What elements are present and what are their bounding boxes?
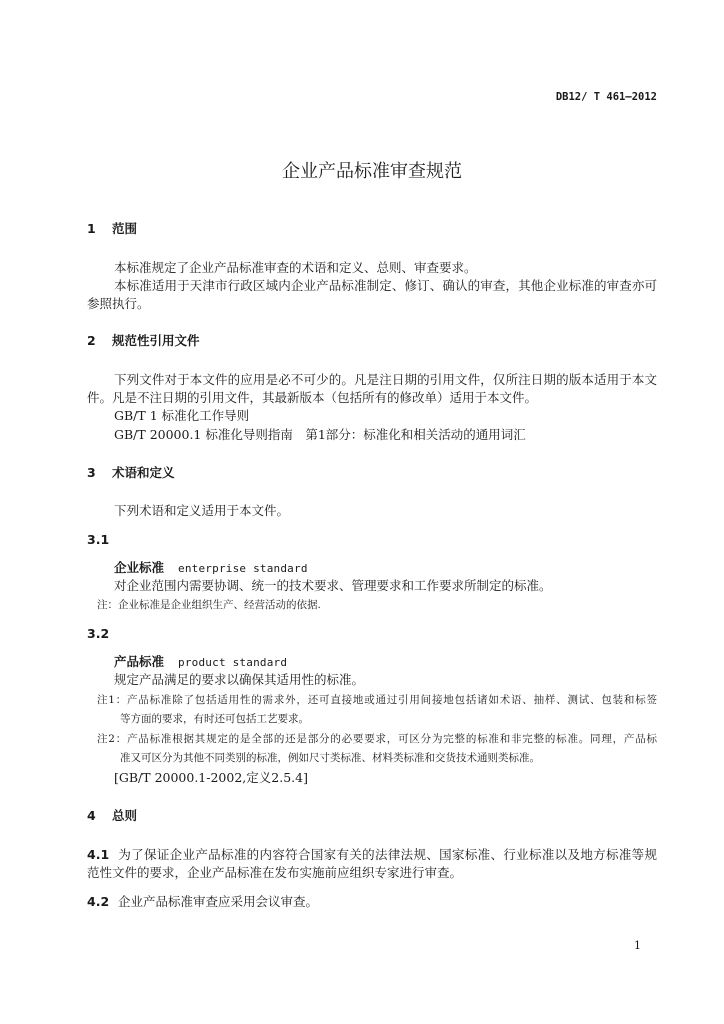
section-number: 3 [87,465,96,480]
paragraph-line: 下列文件对于本文件的应用是必不可少的。凡是注日期的引用文件，仅所注日期的版本适用于本文 [114,372,657,387]
section-title: 规范性引用文件 [112,333,200,348]
term-entry [114,560,308,577]
section-4-heading [87,808,137,824]
paragraph: 本标准规定了企业产品标准审查的术语和定义、总则、审查要求。 [114,260,477,275]
section-title: 总则 [112,808,138,823]
term-english: enterprise standard [178,562,308,575]
term-source: [GB/T 20000.1-2002,定义2.5.4] [114,770,308,785]
document-title: 企业产品标准审查规范 [282,161,462,182]
section-title: 术语和定义 [112,465,175,480]
term-definition: 对企业范围内需要协调、统一的技术要求、管理要求和工作要求所制定的标准。 [114,578,552,593]
section-number: 2 [87,333,96,348]
clause-text: 为了保证企业产品标准的内容符合国家有关的法律法规、国家标准、行业标准以及地方标准等规 [118,847,657,862]
clause-number: 4.1 [87,847,110,862]
section-1-heading [87,221,137,237]
term-note: 注：企业标准是企业组织生产、经营活动的依据. [97,599,321,611]
normative-reference: GB/T 1 标准化工作导则 [114,408,250,423]
section-title: 范围 [112,221,138,236]
term-chinese: 产品标准 [114,654,165,669]
section-2-heading [87,333,200,349]
term-note-line: 注1：产品标准除了包括适用性的需求外，还可直接地或通过引用间接地包括诸如术语、抽样、测试、包装和标签 [97,694,657,706]
term-note-line: 准又可区分为其他不同类别的标准，例如尺寸类标准、材料类标准和交货技术通则类标准。 [120,752,540,764]
paragraph-line: 参照执行。 [87,296,150,311]
paragraph-line: 本标准适用于天津市行政区域内企业产品标准制定、修订、确认的审查，其他企业标准的审查亦可 [114,278,657,293]
term-number: 3.2 [87,626,110,641]
clause-number: 4.2 [87,894,110,909]
term-note-line: 注2：产品标准根据其规定的是全部的还是部分的必要要求，可区分为完整的标准和非完整的标准。同理，产品标 [97,733,657,745]
clause-line [87,847,657,863]
section-number: 1 [87,221,96,236]
section-3-heading [87,465,175,481]
document-code: DB12/ T 461—2012 [555,91,657,103]
term-definition: 规定产品满足的要求以确保其适用性的标准。 [114,672,365,687]
term-entry [114,654,287,671]
clause-text: 企业产品标准审查应采用会议审查。 [118,894,319,909]
page-number: 1 [634,939,641,952]
term-note-line: 等方面的要求，有时还可包括工艺要求。 [120,713,309,725]
paragraph-line: 件。凡是不注日期的引用文件，其最新版本（包括所有的修改单）适用于本文件。 [87,390,538,405]
term-english: product standard [178,656,288,669]
term-chinese: 企业标准 [114,560,165,575]
section-number: 4 [87,808,96,823]
paragraph: 下列术语和定义适用于本文件。 [114,503,290,518]
clause-line: 范性文件的要求，企业产品标准在发布实施前应组织专家进行审查。 [87,865,463,880]
clause-line [87,894,318,910]
normative-reference: GB/T 20000.1 标准化导则指南 第1部分：标准化和相关活动的通用词汇 [114,427,526,442]
term-number: 3.1 [87,532,110,547]
